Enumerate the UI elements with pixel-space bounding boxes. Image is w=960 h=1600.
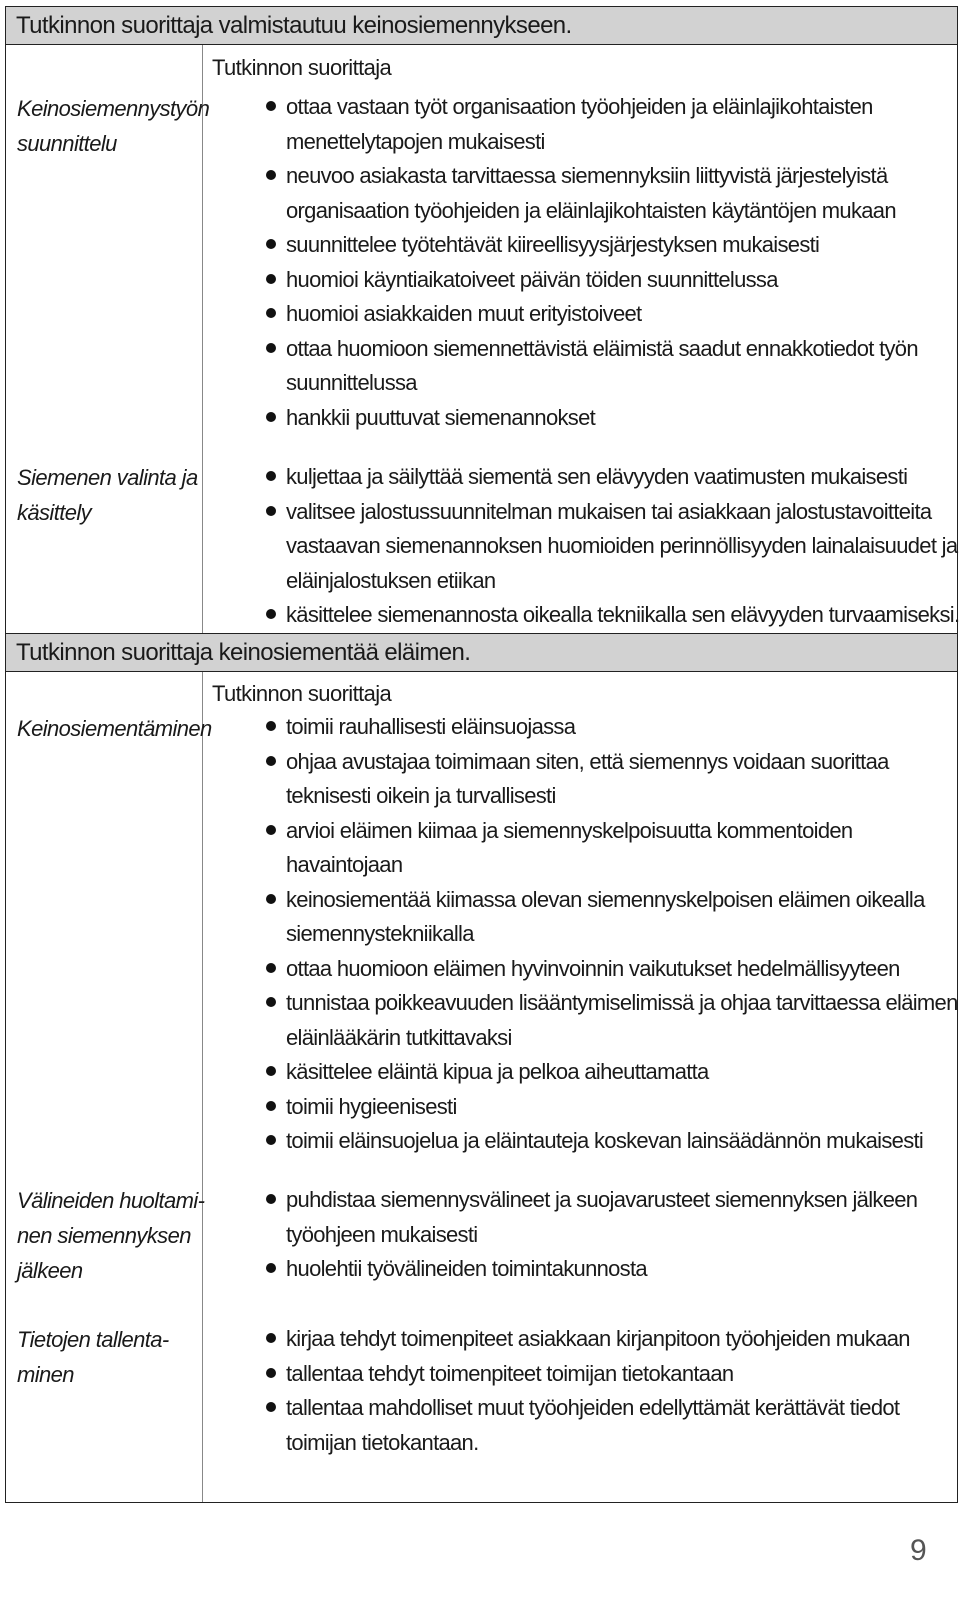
item-line: arvioi eläimen kiimaa ja siemennyskelpoisuutta kommentoiden	[286, 817, 853, 843]
item-line: työohjeen mukaisesti	[286, 1221, 478, 1247]
list-item	[212, 1322, 952, 1357]
criteria-table	[5, 6, 958, 1503]
criteria-list	[212, 1183, 952, 1287]
item-line: menettelytapojen mukaisesti	[286, 128, 545, 154]
list-item	[212, 883, 952, 952]
item-line: vastaavan siemenannoksen huomioiden perinnöllisyyden lainalaisuudet ja	[286, 533, 958, 558]
item-line: huolehtii työvälineiden toimintakunnosta	[286, 1256, 647, 1281]
list-item	[212, 263, 952, 298]
criteria-list	[212, 710, 958, 1159]
item-line: neuvoo asiakasta tarvittaessa siemennyksiin liittyvistä järjestelyistä	[286, 163, 888, 188]
list-item	[212, 814, 952, 883]
item-line: huomioi asiakkaiden muut erityistoiveet	[286, 301, 642, 326]
label-line: suunnittelu	[17, 131, 117, 156]
item-line: huomioi käyntiaikatoiveet päivän töiden suunnittelussa	[286, 266, 778, 292]
item-line: käsittelee eläintä kipua ja pelkoa aiheuttamatta	[286, 1059, 709, 1084]
label-line: Tietojen tallenta-	[17, 1327, 169, 1352]
label-line: Keinosiemennystyön	[17, 96, 210, 121]
label-line: jälkeen	[17, 1258, 83, 1283]
label-line: minen	[17, 1362, 74, 1387]
item-line: kirjaa tehdyt toimenpiteet asiakkaan kirjanpitoon työohjeiden mukaan	[286, 1326, 910, 1351]
section-body	[6, 672, 957, 1502]
item-line: eläinjalostuksen etiikan	[286, 567, 496, 593]
page-number: 9	[910, 1534, 927, 1567]
criteria-list	[212, 1322, 952, 1460]
item-line: havaintojaan	[286, 852, 403, 877]
lead-text: Tutkinnon suorittaja	[212, 681, 392, 706]
item-line: kuljettaa ja säilyttää siementä sen elävyyden vaatimusten mukaisesti	[286, 464, 908, 489]
list-item	[212, 460, 952, 495]
list-item	[212, 1252, 952, 1287]
list-item	[212, 159, 952, 228]
criteria-list	[212, 460, 960, 633]
label-line: käsittely	[17, 500, 92, 525]
list-item	[212, 1357, 952, 1392]
group-label	[17, 711, 212, 746]
section-body	[6, 45, 960, 633]
item-line: ottaa huomioon siemennettävistä eläimistä saadut ennakkotiedot työn	[286, 335, 918, 361]
item-line: keinosiementää kiimassa olevan siemennyskelpoisen eläimen oikealla	[286, 886, 925, 912]
label-line: Välineiden huoltami-	[17, 1188, 205, 1213]
list-item	[212, 986, 958, 1055]
list-item	[212, 598, 960, 633]
list-item	[212, 297, 952, 332]
item-line: tallentaa tehdyt toimenpiteet toimijan tietokantaan	[286, 1360, 734, 1386]
item-line: ottaa huomioon eläimen hyvinvoinnin vaikutukset hedelmällisyyteen	[286, 955, 900, 981]
list-item	[212, 495, 958, 599]
list-item	[212, 1124, 952, 1159]
label-line: Keinosiementäminen	[17, 716, 212, 741]
item-line: suunnittelussa	[286, 370, 417, 395]
section-header: Tutkinnon suorittaja valmistautuu keinosiemennykseen.	[6, 6, 957, 45]
list-item	[212, 1055, 952, 1090]
list-item	[212, 952, 952, 987]
list-item	[212, 745, 952, 814]
list-item	[212, 228, 952, 263]
item-line: siemennystekniikalla	[286, 921, 474, 946]
label-line: Siemenen valinta ja	[17, 465, 198, 490]
section-header: Tutkinnon suorittaja keinosiementää eläimen.	[6, 633, 957, 672]
item-line: tunnistaa poikkeavuuden lisääntymiselimissä ja ohjaa tarvittaessa eläimen	[286, 990, 958, 1015]
item-line: teknisesti oikein ja turvallisesti	[286, 783, 556, 808]
group-label	[17, 1322, 197, 1392]
item-line: käsittelee siemenannosta oikealla tekniikalla sen elävyyden turvaamiseksi.	[286, 602, 960, 627]
list-item	[212, 332, 952, 401]
column-divider	[202, 672, 203, 1502]
item-line: tallentaa mahdolliset muut työohjeiden edellyttämät kerättävät tiedot	[286, 1395, 900, 1420]
group-label	[17, 91, 210, 161]
item-line: toimii rauhallisesti eläinsuojassa	[286, 714, 576, 739]
item-line: puhdistaa siemennysvälineet ja suojavarusteet siemennyksen jälkeen	[286, 1187, 918, 1212]
item-line: organisaation työohjeiden ja eläinlajikohtaisten käytäntöjen mukaan	[286, 197, 896, 223]
criteria-list	[212, 90, 952, 435]
list-item	[212, 710, 952, 745]
item-line: eläinlääkärin tutkittavaksi	[286, 1024, 512, 1050]
lead-text: Tutkinnon suorittaja	[212, 55, 392, 80]
item-line: toimii eläinsuojelua ja eläintauteja koskevan lainsäädännön mukaisesti	[286, 1128, 924, 1153]
item-line: hankkii puuttuvat siemenannokset	[286, 404, 596, 430]
item-line: valitsee jalostussuunnitelman mukaisen tai asiakkaan jalostustavoitteita	[286, 498, 932, 524]
item-line: suunnittelee työtehtävät kiireellisyysjärjestyksen mukaisesti	[286, 232, 820, 257]
list-item	[212, 1183, 952, 1252]
column-divider	[202, 45, 203, 633]
item-line: ottaa vastaan työt organisaation työohjeiden ja eläinlajikohtaisten	[286, 94, 873, 119]
item-line: ohjaa avustajaa toimimaan siten, että siemennys voidaan suorittaa	[286, 748, 889, 774]
list-item	[212, 1090, 952, 1125]
list-item	[212, 401, 952, 436]
group-label	[17, 460, 197, 530]
item-line: toimijan tietokantaan.	[286, 1429, 479, 1455]
group-label	[17, 1183, 205, 1288]
list-item	[212, 1391, 952, 1460]
item-line: toimii hygieenisesti	[286, 1093, 457, 1119]
list-item	[212, 90, 952, 159]
label-line: nen siemennyksen	[17, 1223, 191, 1248]
